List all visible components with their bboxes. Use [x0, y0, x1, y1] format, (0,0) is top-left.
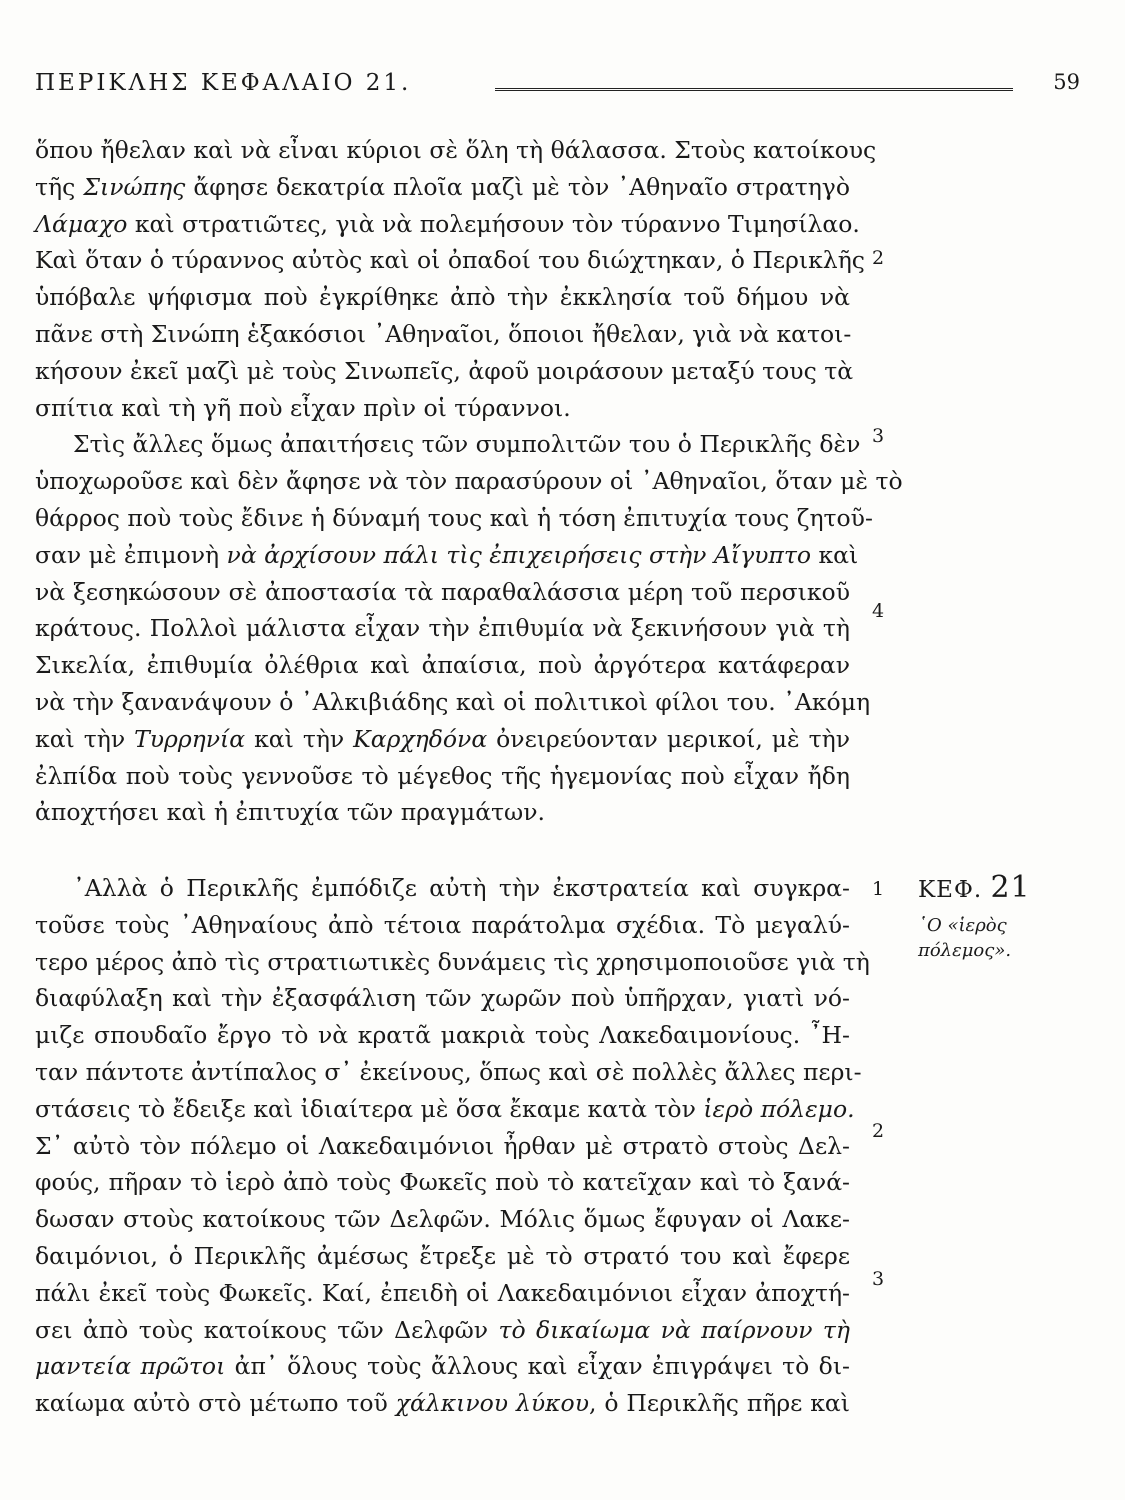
text-line: νὰ τὴν ξανανάψουν ὁ ᾿Αλκιβιάδης καὶ οἱ πολιτικοὶ φίλοι του. ᾿Ακόμη — [35, 687, 871, 716]
text-line: πάλι ἐκεῖ τοὺς Φωκεῖς. Καί, ἐπειδὴ οἱ Λακεδαιμόνιοι εἶχαν ἀποχτή- — [35, 1278, 850, 1307]
text-line: τοῦσε τοὺς ᾿Αθηναίους ἀπὸ τέτοια παράτολμα σχέδια. Τὸ μεγαλύ- — [35, 910, 850, 939]
chapter-number: 21 — [990, 870, 1031, 905]
text-line: σαν μὲ ἐπιμονὴ νὰ ἀρχίσουν πάλι τὶς ἐπιχειρήσεις στὴν Αἴγυπτο καὶ — [35, 540, 859, 569]
place-name: Τυρρηνία — [134, 724, 246, 753]
text-line: ἀποχτήσει καὶ ἡ ἐπιτυχία τῶν πραγμάτων. — [35, 798, 545, 827]
text-line: καὶ τὴν Τυρρηνία καὶ τὴν Καρχηδόνα ὀνειρεύονταν μερικοί, μὲ τὴν — [35, 724, 850, 753]
margin-number: 4 — [871, 600, 885, 622]
text-line: πᾶνε στὴ Σινώπη ἑξακόσιοι ᾿Αθηναῖοι, ὅποιοι ἤθελαν, γιὰ νὰ κατοι- — [35, 319, 852, 348]
text-line: δαιμόνιοι, ὁ Περικλῆς ἀμέσως ἔτρεξε μὲ τὸ στρατό του καὶ ἔφερε — [35, 1241, 850, 1270]
text-line: κήσουν ἐκεῖ μαζὶ μὲ τοὺς Σινωπεῖς, ἀφοῦ μοιράσουν μεταξύ τους τὰ — [35, 356, 854, 385]
text-line: ᾿Αλλὰ ὁ Περικλῆς ἐμπόδιζε αὐτὴ τὴν ἐκστρατεία καὶ συγκρα- — [73, 874, 850, 902]
chapter-side-note — [918, 870, 1078, 963]
text-line: θάρρος ποὺ τοὺς ἔδινε ἡ δύναμή τους καὶ ἡ τόση ἐπιτυχία τους ζητοῦ- — [35, 503, 873, 532]
place-name: Σινώπης — [83, 172, 186, 201]
place-name: Καρχηδόνα — [353, 724, 488, 753]
text-line: διαφύλαξη καὶ τὴν ἐξασφάλιση τῶν χωρῶν ποὺ ὑπῆρχαν, γιατὶ νό- — [35, 984, 850, 1013]
margin-number: 2 — [871, 247, 885, 269]
text-line: Στὶς ἄλλες ὅμως ἀπαιτήσεις τῶν συμπολιτῶν του ὁ Περικλῆς δὲν — [73, 430, 861, 459]
emphasis: νὰ ἀρχίσουν πάλι τὶς ἐπιχειρήσεις στὴν Αἴγυπτο — [226, 540, 811, 569]
text-line: Σ᾿ αὐτὸ τὸν πόλεμο οἱ Λακεδαιμόνιοι ἦρθαν μὲ στρατὸ στοὺς Δελ- — [35, 1131, 850, 1160]
text-line: ὑποχωροῦσε καὶ δὲν ἄφησε νὰ τὸν παρασύρουν οἱ ᾿Αθηναῖοι, ὅταν μὲ τὸ — [35, 467, 903, 496]
person-name: Λάμαχο — [35, 209, 128, 238]
emphasis: τὸ δικαίωμα νὰ παίρνουν τὴ — [498, 1315, 850, 1344]
header-rule — [495, 88, 1013, 91]
text-line: Σικελία, ἐπιθυμία ὀλέθρια καὶ ἀπαίσια, ποὺ ἀργότερα κατάφεραν — [35, 651, 850, 680]
text-line: τῆς Σινώπης ἄφησε δεκατρία πλοῖα μαζὶ μὲ τὸν ᾿Αθηναῖο στρατηγὸ — [35, 172, 851, 201]
text-line: καίωμα αὐτὸ στὸ μέτωπο τοῦ χάλκινου λύκου, ὁ Περικλῆς πῆρε καὶ — [35, 1389, 851, 1418]
text-line: τερο μέρος ἀπὸ τὶς στρατιωτικὲς δυνάμεις τὶς χρησιμοποιοῦσε γιὰ τὴ — [35, 947, 870, 976]
text-line: σει ἀπὸ τοὺς κατοίκους τῶν Δελφῶν τὸ δικαίωμα νὰ παίρνουν τὴ — [35, 1315, 850, 1344]
text-line: Λάμαχο καὶ στρατιῶτες, γιὰ νὰ πολεμήσουν τὸν τύραννο Τιμησίλαο. — [35, 209, 860, 238]
text-line: κράτους. Πολλοὶ μάλιστα εἶχαν τὴν ἐπιθυμία νὰ ξεκινήσουν γιὰ τὴ — [35, 614, 850, 643]
margin-number: 3 — [871, 425, 885, 447]
emphasis: μαντεία πρῶτοι — [35, 1352, 226, 1381]
section-2-text — [35, 870, 870, 1422]
text-line: ὑπόβαλε ψήφισμα ποὺ ἐγκρίθηκε ἀπὸ τὴν ἐκκλησία τοῦ δήμου νὰ — [35, 283, 850, 312]
page-number: 59 — [1053, 70, 1080, 94]
text-line: μαντεία πρῶτοι ἀπ᾿ ὅλους τοὺς ἄλλους καὶ εἶχαν ἐπιγράψει τὸ δι- — [35, 1352, 850, 1381]
text-line: στάσεις τὸ ἔδειξε καὶ ἰδιαίτερα μὲ ὅσα ἔκαμε κατὰ τὸν ἱερὸ πόλεμο. — [35, 1094, 855, 1123]
chapter-title: ῾Ο «ἱερὸς πόλεμος». — [918, 915, 1012, 961]
chapter-label: ΚΕΦ. 21 — [918, 870, 1031, 905]
text-line: δωσαν στοὺς κατοίκους τῶν Δελφῶν. Μόλις ὅμως ἔφυγαν οἱ Λακε- — [35, 1205, 850, 1234]
section-1-text — [35, 132, 903, 831]
margin-number: 1 — [871, 878, 885, 900]
text-line: ταν πάντοτε ἀντίπαλος σ᾿ ἐκείνους, ὅπως καὶ σὲ πολλὲς ἄλλες περι- — [35, 1057, 862, 1086]
emphasis: ἱερὸ πόλεμο. — [703, 1094, 855, 1123]
running-title: ΠΕΡΙΚΛΗΣ ΚΕΦΑΛΑΙΟ 21. — [35, 70, 412, 96]
text-line: φούς, πῆραν τὸ ἱερὸ ἀπὸ τοὺς Φωκεῖς ποὺ τὸ κατεῖχαν καὶ τὸ ξανά- — [35, 1168, 850, 1197]
margin-number: 3 — [871, 1268, 885, 1290]
text-line: Καὶ ὅταν ὁ τύραννος αὐτὸς καὶ οἱ ὀπαδοί του διώχτηκαν, ὁ Περικλῆς — [35, 246, 865, 275]
text-line: νὰ ξεσηκώσουν σὲ ἀποστασία τὰ παραθαλάσσια μέρη τοῦ περσικοῦ — [35, 577, 850, 606]
running-header — [35, 70, 1080, 110]
text-line: μιζε σπουδαῖο ἔργο τὸ νὰ κρατᾶ μακριὰ τοὺς Λακεδαιμονίους. ῏Η- — [35, 1021, 850, 1050]
text-line: ἐλπίδα ποὺ τοὺς γεννοῦσε τὸ μέγεθος τῆς ἡγεμονίας ποὺ εἶχαν ἤδη — [35, 761, 850, 790]
margin-number: 2 — [871, 1120, 885, 1142]
emphasis: χάλκινου λύκου — [395, 1389, 589, 1418]
text-line: ὅπου ἤθελαν καὶ νὰ εἶναι κύριοι σὲ ὅλη τὴ θάλασσα. Στοὺς κατοίκους — [35, 136, 877, 164]
text-line: σπίτια καὶ τὴ γῆ ποὺ εἶχαν πρὶν οἱ τύραννοι. — [35, 393, 571, 422]
